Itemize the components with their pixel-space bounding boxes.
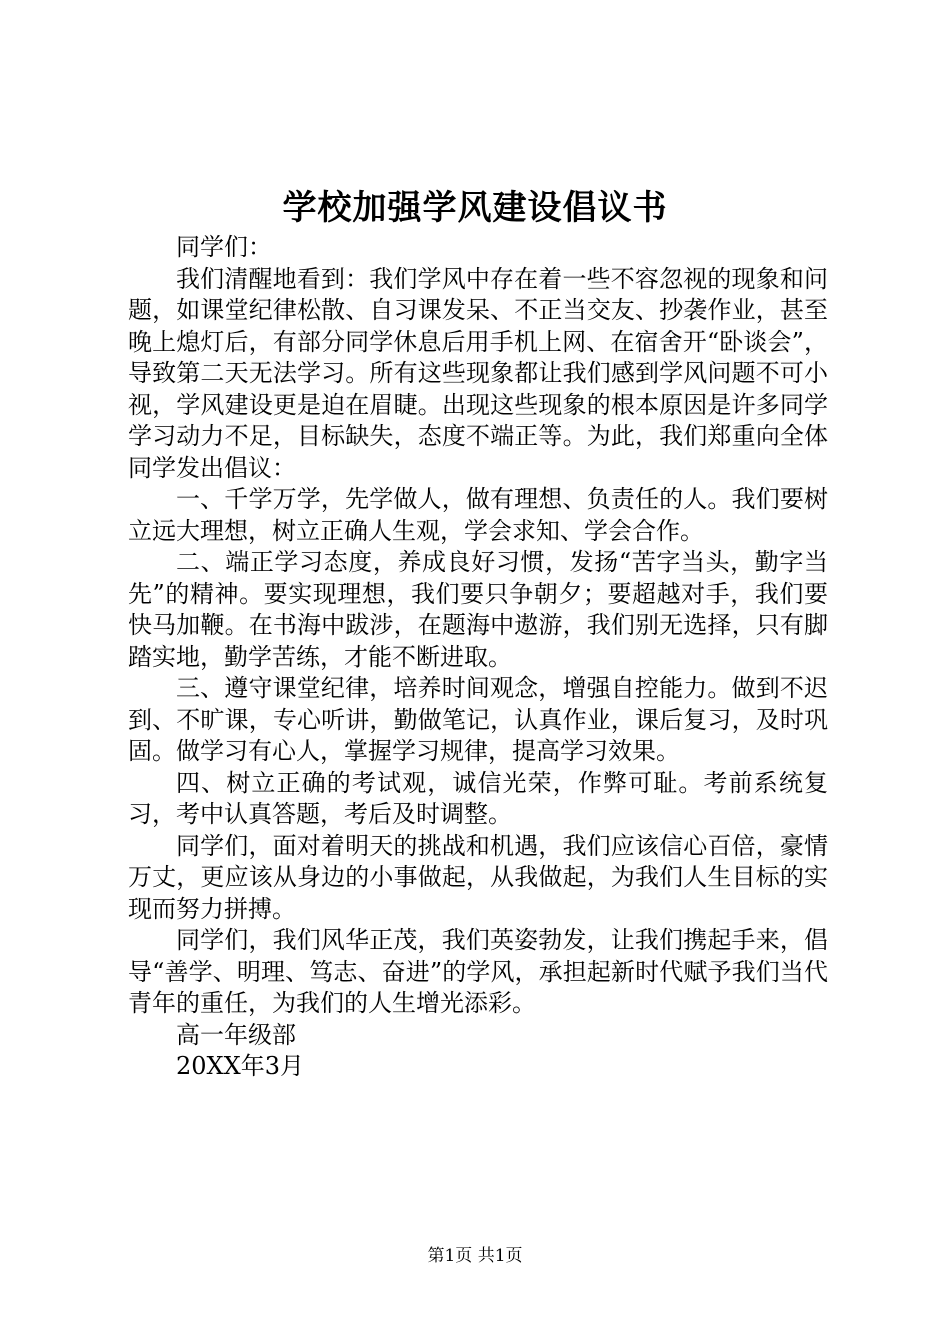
signature-date: 20XX年3月 xyxy=(176,1052,304,1080)
intro-paragraph: 我们清醒地看到：我们学风中存在着一些不容忽视的现象和问题，如课堂纪律松散、自习课发呆、不正当交友、抄袭作业，甚至晚上熄灯后，有部分同学休息后用手机上网、在宿舍开“卧谈会”，导致第二天无法学习。所有这些现象都让我们感到学风问题不可小视，学风建设更是迫在眉睫。出现这些现象的根本原因是许多同学学习动力不足，目标缺失，态度不端正等。为此，我们郑重向全体同学发出倡议： xyxy=(128,264,828,482)
proposal-item-4: 四、树立正确的考试观，诚信光荣，作弊可耻。考前系统复习，考中认真答题，考后及时调整。 xyxy=(128,768,828,828)
document-body xyxy=(128,232,828,1083)
proposal-item-3: 三、遵守课堂纪律，培养时间观念，增强自控能力。做到不迟到、不旷课，专心听讲，勤做笔记，认真作业，课后复习，及时巩固。做学习有心人，掌握学习规律，提高学习效果。 xyxy=(128,674,828,765)
proposal-item-1: 一、千学万学，先学做人，做有理想、负责任的人。我们要树立远大理想，树立正确人生观，学会求知、学会合作。 xyxy=(128,485,828,545)
closing-paragraph-2: 同学们，我们风华正茂，我们英姿勃发，让我们携起手来，倡导“善学、明理、笃志、奋进”的学风，承担起新时代赋予我们当代青年的重任，为我们的人生增光添彩。 xyxy=(128,926,828,1017)
page-footer: 第1页 共1页 xyxy=(427,1246,523,1266)
page-title: 学校加强学风建设倡议书 xyxy=(282,188,668,228)
closing-paragraph-1: 同学们，面对着明天的挑战和机遇，我们应该信心百倍，豪情万丈，更应该从身边的小事做起，从我做起，为我们人生目标的实现而努力拼搏。 xyxy=(128,831,828,923)
proposal-item-2: 二、端正学习态度，养成良好习惯，发扬“苦字当头，勤字当先”的精神。要实现理想，我们要只争朝夕；要超越对手，我们要快马加鞭。在书海中跋涉，在题海中遨游，我们别无选择，只有脚踏实地，勤学苦练，才能不断进取。 xyxy=(128,548,828,671)
salutation: 同学们： xyxy=(176,233,272,261)
signature-department: 高一年级部 xyxy=(176,1020,296,1049)
